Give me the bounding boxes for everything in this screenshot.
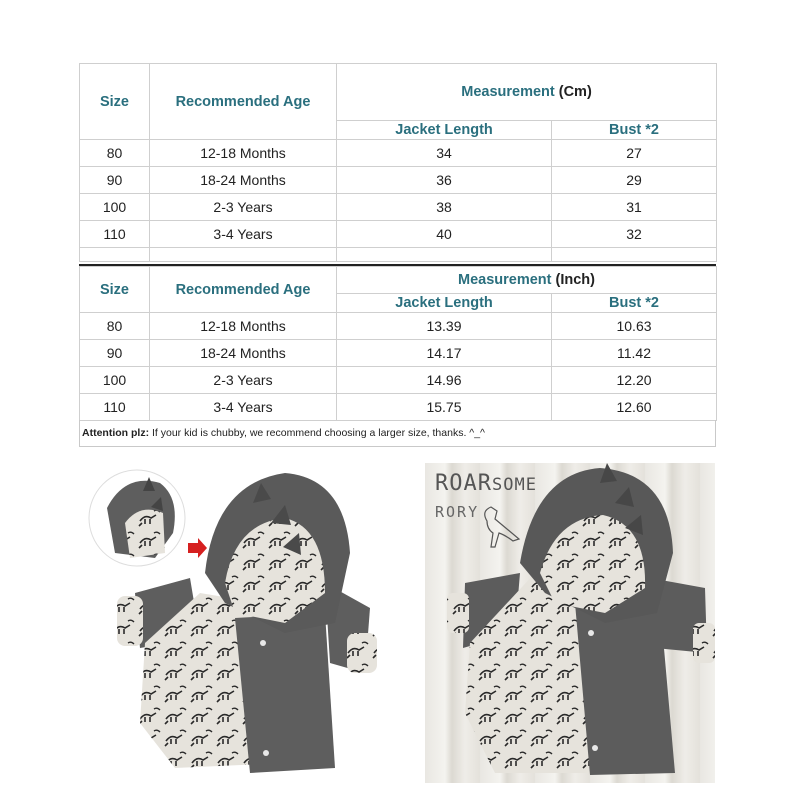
cell-length: 13.39 — [337, 313, 552, 340]
cell-bust: 11.42 — [552, 340, 717, 367]
cell-length: 14.96 — [337, 367, 552, 394]
cell-length: 14.17 — [337, 340, 552, 367]
measurement-unit: (Inch) — [555, 272, 595, 288]
jacket-illustration — [85, 463, 385, 783]
cell-size: 100 — [80, 194, 150, 221]
brand-logo — [435, 471, 537, 498]
brand-name: RORY — [435, 503, 480, 521]
cell-size: 90 — [80, 340, 150, 367]
header-jacket-length: Jacket Length — [337, 121, 552, 140]
cell-length: 36 — [337, 167, 552, 194]
size-table-inch — [79, 266, 716, 421]
cell-age: 12-18 Months — [150, 140, 337, 167]
cell-bust: 31 — [552, 194, 717, 221]
sizing-note — [79, 420, 716, 447]
arrow-right-icon — [188, 538, 207, 558]
cell-length: 40 — [337, 221, 552, 248]
cell-length: 15.75 — [337, 394, 552, 421]
button-icon — [260, 640, 266, 646]
table-row — [80, 313, 717, 340]
table-row — [80, 394, 717, 421]
spacer-cell — [337, 248, 552, 262]
cell-bust: 29 — [552, 167, 717, 194]
button-icon — [263, 750, 269, 756]
table-row — [80, 194, 717, 221]
dinosaur-doodle-icon — [485, 507, 519, 547]
cell-bust: 27 — [552, 140, 717, 167]
table-row — [80, 167, 717, 194]
cell-bust: 32 — [552, 221, 717, 248]
header-measurement — [337, 64, 717, 121]
cell-size: 90 — [80, 167, 150, 194]
header-bust: Bust *2 — [552, 121, 717, 140]
spacer-cell — [80, 248, 150, 262]
cell-size: 110 — [80, 221, 150, 248]
cell-age: 2-3 Years — [150, 194, 337, 221]
brand-roar: ROAR — [435, 471, 492, 496]
product-photo-wood — [425, 463, 715, 783]
table-row — [80, 367, 717, 394]
spacer-cell — [552, 248, 717, 262]
header-jacket-length: Jacket Length — [337, 294, 552, 313]
cell-length: 38 — [337, 194, 552, 221]
cell-length: 34 — [337, 140, 552, 167]
size-table-cm — [79, 63, 716, 262]
spacer-cell — [150, 248, 337, 262]
cell-age: 2-3 Years — [150, 367, 337, 394]
cell-bust: 12.20 — [552, 367, 717, 394]
cell-age: 18-24 Months — [150, 340, 337, 367]
button-icon — [592, 745, 598, 751]
note-label: Attention plz: — [82, 427, 150, 439]
header-size: Size — [80, 267, 150, 313]
header-measurement — [337, 267, 717, 294]
cell-age: 3-4 Years — [150, 221, 337, 248]
cell-size: 100 — [80, 367, 150, 394]
cell-bust: 10.63 — [552, 313, 717, 340]
table-spacer-row — [80, 248, 717, 262]
header-recommended-age: Recommended Age — [150, 267, 337, 313]
measurement-label: Measurement — [458, 272, 552, 288]
cell-age: 12-18 Months — [150, 313, 337, 340]
header-size: Size — [80, 64, 150, 140]
note-text: If your kid is chubby, we recommend choosing a larger size, thanks. ^_^ — [149, 427, 485, 439]
header-recommended-age: Recommended Age — [150, 64, 337, 140]
cell-age: 18-24 Months — [150, 167, 337, 194]
button-icon — [588, 630, 594, 636]
table-row — [80, 340, 717, 367]
cell-age: 3-4 Years — [150, 394, 337, 421]
table-row — [80, 140, 717, 167]
table-row — [80, 221, 717, 248]
cell-bust: 12.60 — [552, 394, 717, 421]
product-photo-flatlay — [85, 463, 385, 783]
brand-some: SOME — [491, 475, 537, 495]
measurement-unit: (Cm) — [558, 84, 592, 100]
cell-size: 110 — [80, 394, 150, 421]
measurement-label: Measurement — [461, 84, 555, 100]
cell-size: 80 — [80, 140, 150, 167]
header-bust: Bust *2 — [552, 294, 717, 313]
cell-size: 80 — [80, 313, 150, 340]
